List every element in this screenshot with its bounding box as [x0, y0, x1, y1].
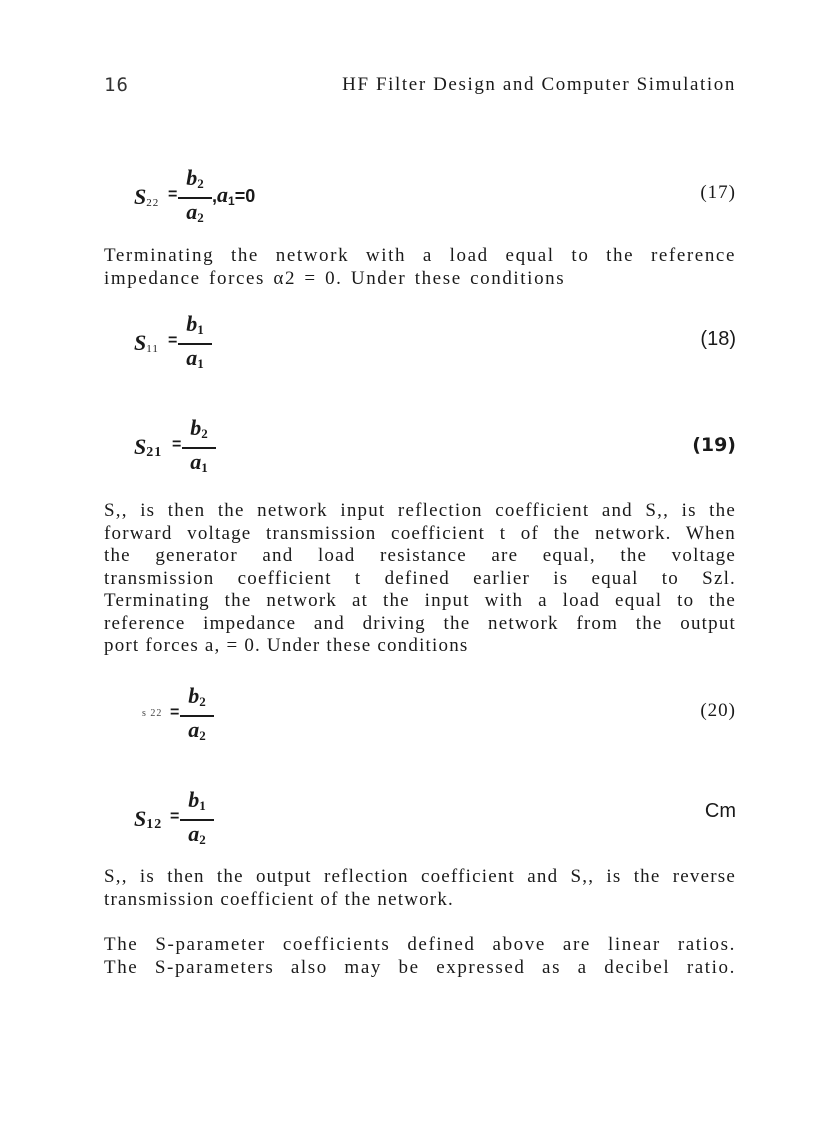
equals-sign: = — [170, 704, 180, 721]
equation-lhs: $S_{11}$ — [134, 330, 159, 355]
equation-lhs: $S_{12}$ — [134, 806, 163, 832]
fraction: $b_2$ $a_2$ — [178, 166, 212, 230]
equals-sign: = — [168, 332, 178, 349]
text-line: transmission coefficient t defined earlier is equal to Szl. — [104, 567, 736, 589]
text-line: The S-parameters also may be expressed as a decibel ratio. — [104, 956, 736, 978]
paragraph — [104, 934, 736, 979]
text-line: Terminating the network at the input with a load equal to the — [104, 590, 736, 611]
running-title: HF Filter Design and Computer Simulation — [342, 74, 736, 95]
equation-17 — [134, 166, 736, 236]
paragraph — [104, 866, 736, 911]
fraction: $b_1$ $a_1$ — [178, 312, 212, 376]
equation-19 — [134, 416, 736, 486]
fraction: $b_2$ $a_1$ — [182, 416, 216, 480]
paragraph — [104, 500, 736, 658]
fraction: $b_2$ $a_2$ — [180, 684, 214, 748]
equals-sign: = — [172, 436, 182, 453]
text-line: reference impedance and driving the network from the output — [104, 612, 736, 634]
equation-number: (18) — [700, 328, 736, 350]
text-line: port forces a, = 0. Under these conditions — [104, 635, 469, 656]
equation-lhs: $S_{21}$ — [134, 434, 163, 460]
equation-20 — [142, 684, 736, 754]
text-line: S,, is then the output reflection coefficient and S,, is the reverse — [104, 866, 736, 887]
page-header — [104, 74, 736, 100]
text-line: transmission coefficient of the network. — [104, 888, 454, 910]
equation-lhs: s 22 — [142, 708, 163, 719]
paragraph — [104, 245, 736, 290]
equation-lhs: $S_{22}$ — [134, 184, 160, 209]
equation-18 — [134, 312, 736, 382]
equation-number: (17) — [700, 182, 736, 203]
text-line: The S-parameter coefficients defined above are linear ratios. — [104, 934, 736, 955]
equals-sign: = — [170, 808, 180, 825]
equation-number: (20) — [700, 700, 736, 721]
text-line: the generator and load resistance are equal, the voltage — [104, 545, 736, 566]
equals-sign: = — [168, 186, 178, 203]
equation-condition: $,a_1=0$ — [212, 182, 256, 208]
text-line: forward voltage transmission coefficient t of the network. When — [104, 522, 736, 544]
fraction: $b_1$ $a_2$ — [180, 788, 214, 852]
equation-21 — [134, 788, 736, 858]
text-line: S,, is then the network input reflection coefficient and S,, is the — [104, 500, 736, 521]
equation-number: Cm — [704, 800, 736, 822]
text-line: impedance forces α2 = 0. Under these conditions — [104, 267, 566, 289]
equation-number: (19) — [692, 434, 736, 456]
page-number: 16 — [104, 74, 129, 96]
text-line: Terminating the network with a load equal to the reference — [104, 245, 736, 266]
